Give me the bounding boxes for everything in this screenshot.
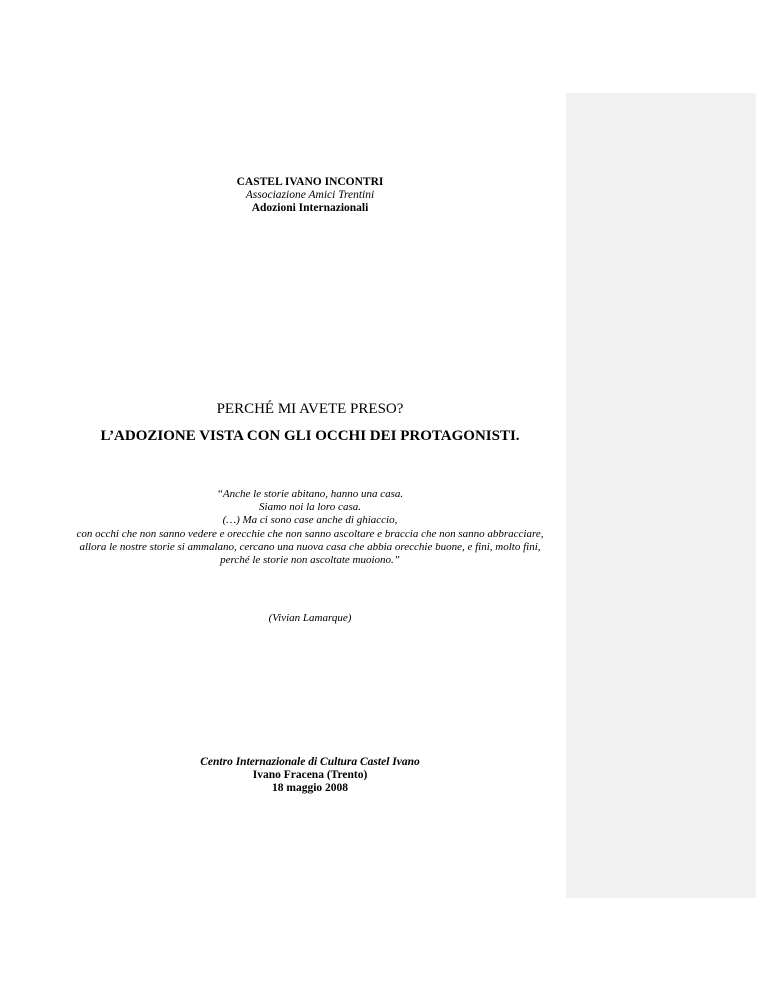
header-organization: CASTEL IVANO INCONTRI [236, 176, 384, 188]
document-subtitle: L’ADOZIONE VISTA CON GLI OCCHI DEI PROTAGONISTI. [100, 428, 520, 444]
quote-line: “Anche le storie abitano, hanno una casa. [216, 488, 404, 500]
quote-line: (…) Ma ci sono case anche di ghiaccio, [222, 514, 398, 527]
quote-block [70, 488, 550, 567]
quote-line: Siamo noi la loro casa. [259, 501, 361, 514]
footer-date: 18 maggio 2008 [271, 782, 349, 794]
header-block [0, 176, 620, 215]
header-association: Associazione Amici Trentini [245, 189, 375, 201]
footer-venue: Centro Internazionale di Cultura Castel Ivano [200, 756, 420, 768]
footer-block [0, 756, 620, 795]
quote-line: allora le nostre storie si ammalano, cercano una nuova casa che abbia orecchie buone, e fini, molto fini, [79, 540, 541, 553]
quote-line: perché le storie non ascoltate muoiono.” [220, 554, 400, 567]
quote-line: con occhi che non sanno vedere e orecchie che non sanno ascoltare e braccia che non sanno abbracciare, [76, 527, 544, 540]
header-subtitle: Adozioni Internazionali [251, 202, 369, 214]
quote-author: (Vivian Lamarque) [268, 612, 352, 624]
document-title: PERCHÉ MI AVETE PRESO? [216, 401, 404, 417]
footer-location: Ivano Fracena (Trento) [252, 769, 368, 781]
